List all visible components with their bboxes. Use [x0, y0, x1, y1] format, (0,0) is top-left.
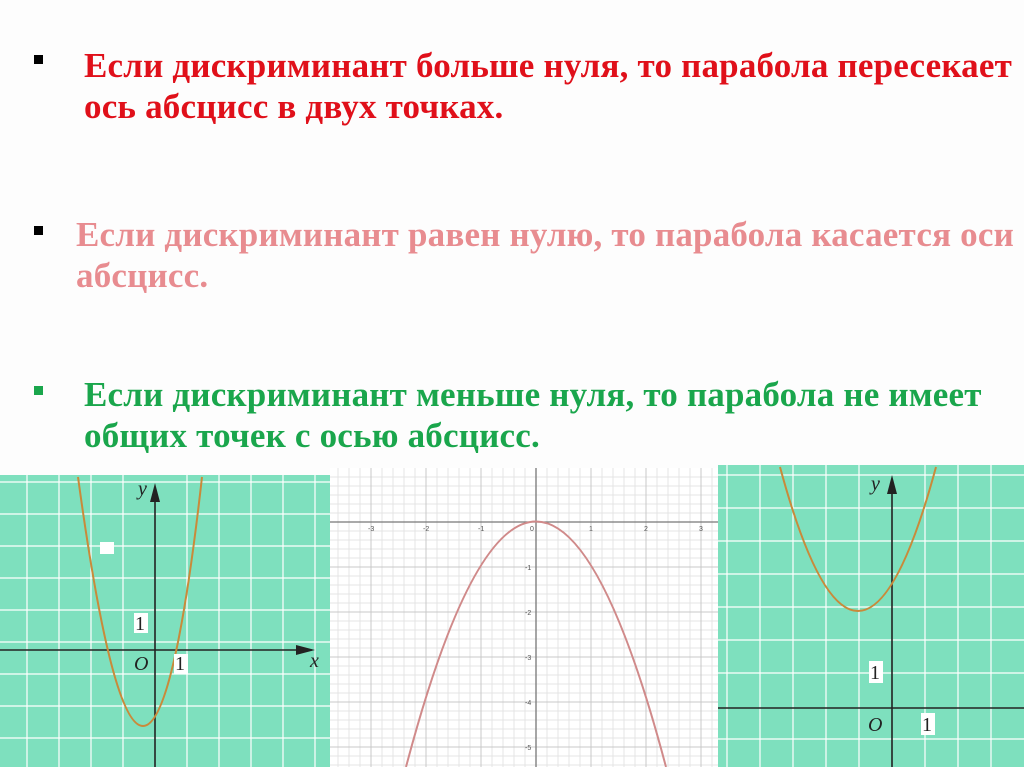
x-tick-label: 1	[589, 526, 593, 533]
graph-one-root	[330, 468, 718, 767]
graph-two-roots	[0, 475, 330, 767]
y-unit-label: 1	[135, 613, 145, 635]
parabola-curve	[780, 467, 936, 611]
bullet-text: Если дискриминант меньше нуля, то парабола не имеет общих точек с осью абсцисс.	[84, 375, 982, 455]
bullet-text: Если дискриминант равен нулю, то парабола касается оси абсцисс.	[76, 215, 1014, 295]
bullet-text: Если дискриминант больше нуля, то парабола пересекает ось абсцисс в двух точках.	[84, 46, 1012, 126]
y-axis-label: y	[871, 473, 880, 495]
bullet-marker	[34, 386, 43, 395]
origin-label: O	[134, 653, 149, 675]
x-unit-label: 1	[175, 653, 185, 675]
y-tick-labels	[525, 565, 531, 752]
x-unit-label: 1	[922, 714, 932, 736]
x-tick-label: 0	[530, 526, 534, 533]
bullet-marker	[34, 55, 43, 64]
y-tick-label: -2	[525, 610, 532, 617]
y-unit-label: 1	[870, 662, 880, 684]
x-tick-label: 2	[644, 526, 648, 533]
x-tick-label: 3	[699, 526, 703, 533]
axes	[0, 483, 315, 767]
x-axis-label: x	[310, 650, 319, 672]
y-tick-label: -4	[525, 700, 532, 707]
graph-no-roots	[718, 465, 1024, 767]
grid	[0, 475, 330, 767]
origin-label: O	[868, 714, 883, 736]
x-tick-label: -1	[478, 526, 485, 533]
y-tick-label: -1	[525, 565, 532, 572]
bullet-marker	[34, 226, 43, 235]
y-axis-label: y	[138, 478, 147, 500]
minor-grid	[330, 468, 718, 767]
x-tick-label: -3	[368, 526, 375, 533]
y-tick-label: -3	[525, 655, 532, 662]
x-tick-label: -2	[423, 526, 430, 533]
y-tick-label: -5	[525, 745, 532, 752]
